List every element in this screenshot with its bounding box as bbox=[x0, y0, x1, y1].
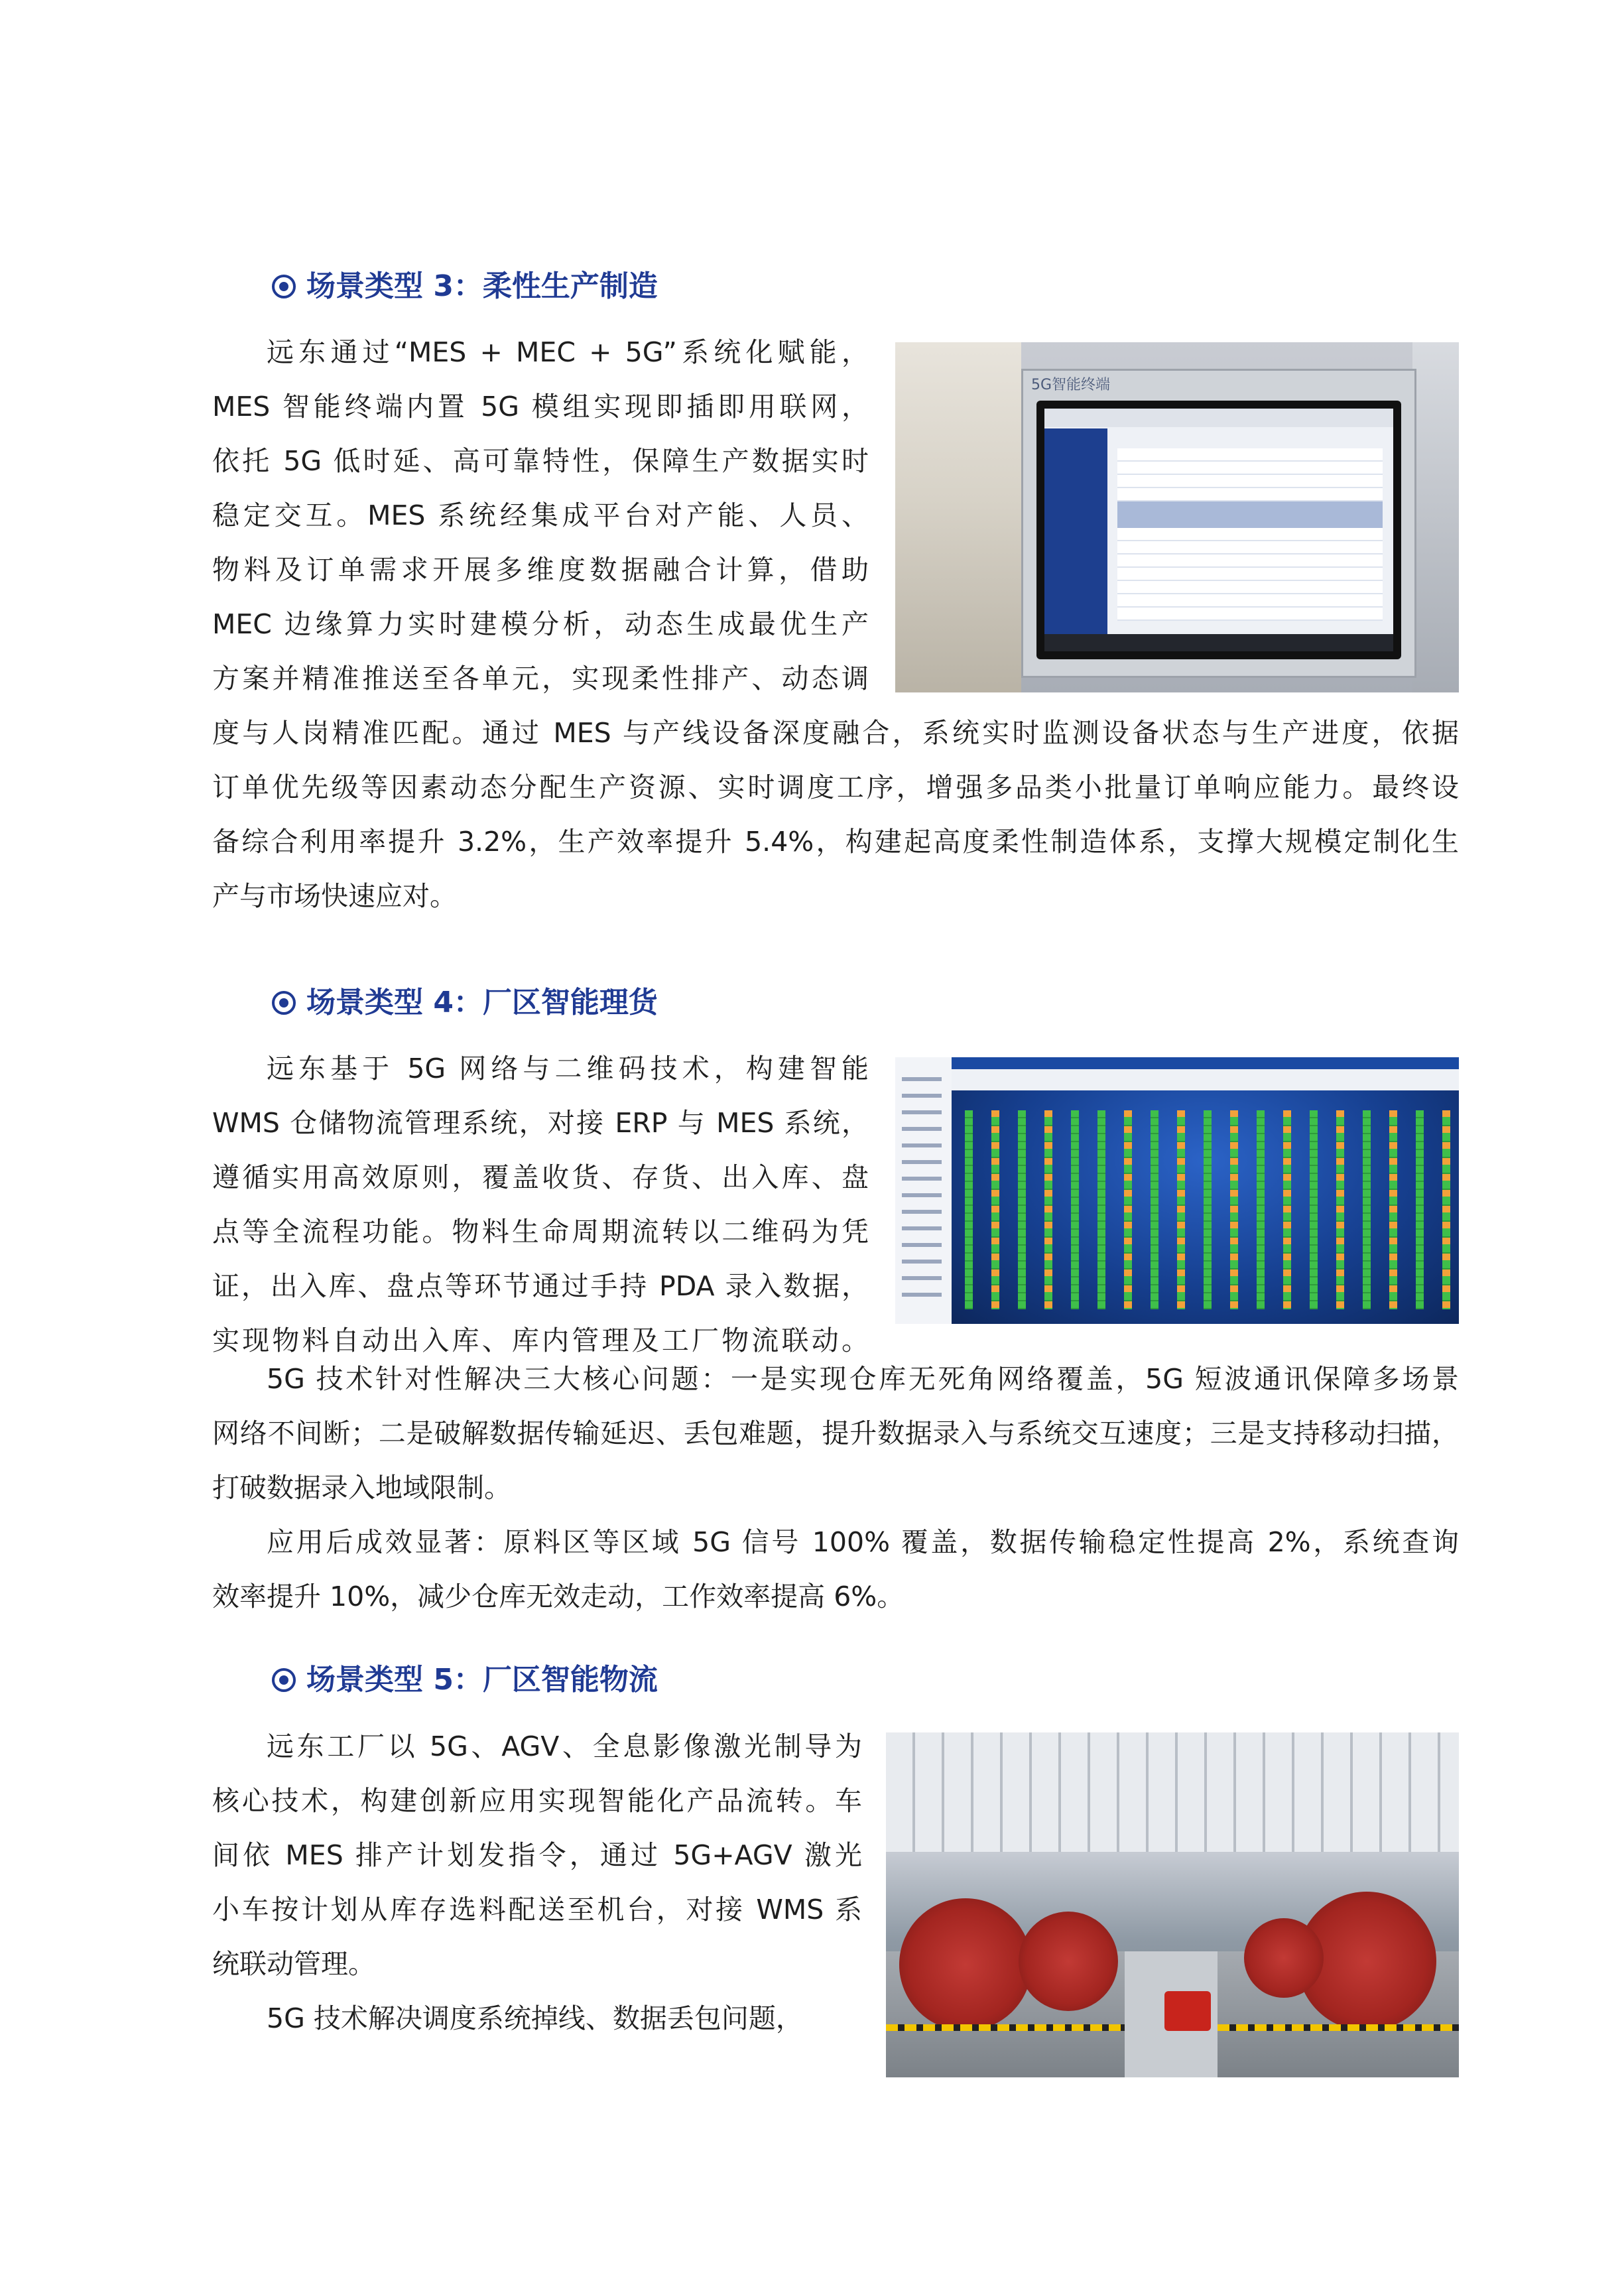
text-line: 订单优先级等因素动态分配生产资源、实时调度工序，增强多品类小批量订单响应能力。最终设 bbox=[212, 771, 1459, 803]
text-line: 实现物料自动出入库、库内管理及工厂物流联动。 bbox=[212, 1325, 869, 1356]
factory-agv-photo bbox=[886, 1732, 1459, 2077]
section-3-full-paragraph bbox=[212, 706, 1459, 923]
app-sidebar bbox=[1044, 428, 1107, 634]
circle-bullet-icon bbox=[272, 275, 296, 298]
section-4-paragraph-2 bbox=[212, 1352, 1459, 1515]
text-line: WMS 仓储物流管理系统，对接 ERP 与 MES 系统， bbox=[212, 1107, 869, 1139]
text-line: 远东基于 5G 网络与二维码技术，构建智能 bbox=[267, 1053, 869, 1084]
section-4-paragraph-3 bbox=[212, 1515, 1459, 1624]
terminal-screen bbox=[1036, 401, 1401, 659]
text-line: MEC 边缘算力实时建模分析，动态生成最优生产 bbox=[212, 608, 869, 640]
text-line: 物料及订单需求开展多维度数据融合计算，借助 bbox=[212, 554, 869, 586]
text-line: 依托 5G 低时延、高可靠特性，保障生产数据实时 bbox=[212, 445, 869, 477]
text-line: 效率提升 10%，减少仓库无效走动，工作效率提高 6%。 bbox=[212, 1581, 905, 1612]
agv-vehicle bbox=[1164, 1991, 1211, 2031]
section-4-wrap-paragraph bbox=[212, 1041, 869, 1368]
text-line: 证，出入库、盘点等环节通过手持 PDA 录入数据， bbox=[212, 1270, 869, 1302]
text-line: MES 智能终端内置 5G 模组实现即插即用联网， bbox=[212, 391, 869, 423]
text-line: 遵循实用高效原则，覆盖收货、存货、出入库、盘 bbox=[212, 1161, 869, 1193]
text-line: 备综合利用率提升 3.2%，生产效率提升 5.4%，构建起高度柔性制造体系，支撑大规模定制化生 bbox=[212, 826, 1459, 858]
os-taskbar bbox=[1044, 634, 1393, 651]
text-line: 间依 MES 排产计划发指令，通过 5G+AGV 激光 bbox=[212, 1839, 862, 1871]
text-line: 远东通过“MES + MEC + 5G”系统化赋能， bbox=[267, 336, 869, 368]
text-line: 打破数据录入地域限制。 bbox=[212, 1472, 511, 1504]
section-3-wrap-paragraph bbox=[212, 325, 869, 706]
text-line: 度与人岗精准匹配。通过 MES 与产线设备深度融合，系统实时监测设备状态与生产进度，依据 bbox=[212, 717, 1459, 749]
text-line: 稳定交互。MES 系统经集成平台对产能、人员、 bbox=[212, 499, 869, 531]
section-3-heading: 场景类型 3：柔性生产制造 bbox=[272, 260, 658, 313]
text-line: 5G 技术解决调度系统掉线、数据丢包问题， bbox=[267, 2002, 803, 2034]
warehouse-shelf-board bbox=[952, 1090, 1459, 1324]
mes-terminal-photo bbox=[895, 342, 1459, 692]
section-5-heading: 场景类型 5：厂区智能物流 bbox=[272, 1654, 658, 1707]
text-line: 方案并精准推送至各单元，实现柔性排产、动态调 bbox=[212, 663, 869, 694]
terminal-bezel bbox=[1021, 369, 1416, 678]
text-line: 统联动管理。 bbox=[212, 1948, 375, 1980]
text-line: 网络不间断；二是破解数据传输延迟、丢包难题，提升数据录入与系统交互速度；三是支持移动扫描， bbox=[212, 1417, 1459, 1449]
text-line: 应用后成效显著：原料区等区域 5G 信号 100% 覆盖，数据传输稳定性提高 2%，系统查询 bbox=[267, 1526, 1459, 1558]
wms-dashboard-screenshot bbox=[895, 1057, 1459, 1324]
wms-sidebar bbox=[895, 1057, 952, 1324]
text-line: 产与市场快速应对。 bbox=[212, 880, 457, 912]
text-line: 5G 技术针对性解决三大核心问题：一是实现仓库无死角网络覆盖，5G 短波通讯保障多场景 bbox=[267, 1363, 1459, 1395]
section-5-wrap-paragraph bbox=[212, 1719, 862, 2046]
circle-bullet-icon bbox=[272, 1668, 296, 1692]
text-line: 远东工厂以 5G、AGV、全息影像激光制导为 bbox=[267, 1730, 862, 1762]
text-line: 小车按计划从库存选料配送至机台，对接 WMS 系 bbox=[212, 1894, 862, 1925]
terminal-label: 5G智能终端 bbox=[1031, 377, 1111, 393]
text-line: 核心技术，构建创新应用实现智能化产品流转。车 bbox=[212, 1785, 862, 1817]
circle-bullet-icon bbox=[272, 991, 296, 1015]
mes-data-table bbox=[1117, 448, 1383, 621]
text-line: 点等全流程功能。物料生命周期流转以二维码为凭 bbox=[212, 1216, 869, 1248]
section-4-heading: 场景类型 4：厂区智能理货 bbox=[272, 976, 658, 1029]
